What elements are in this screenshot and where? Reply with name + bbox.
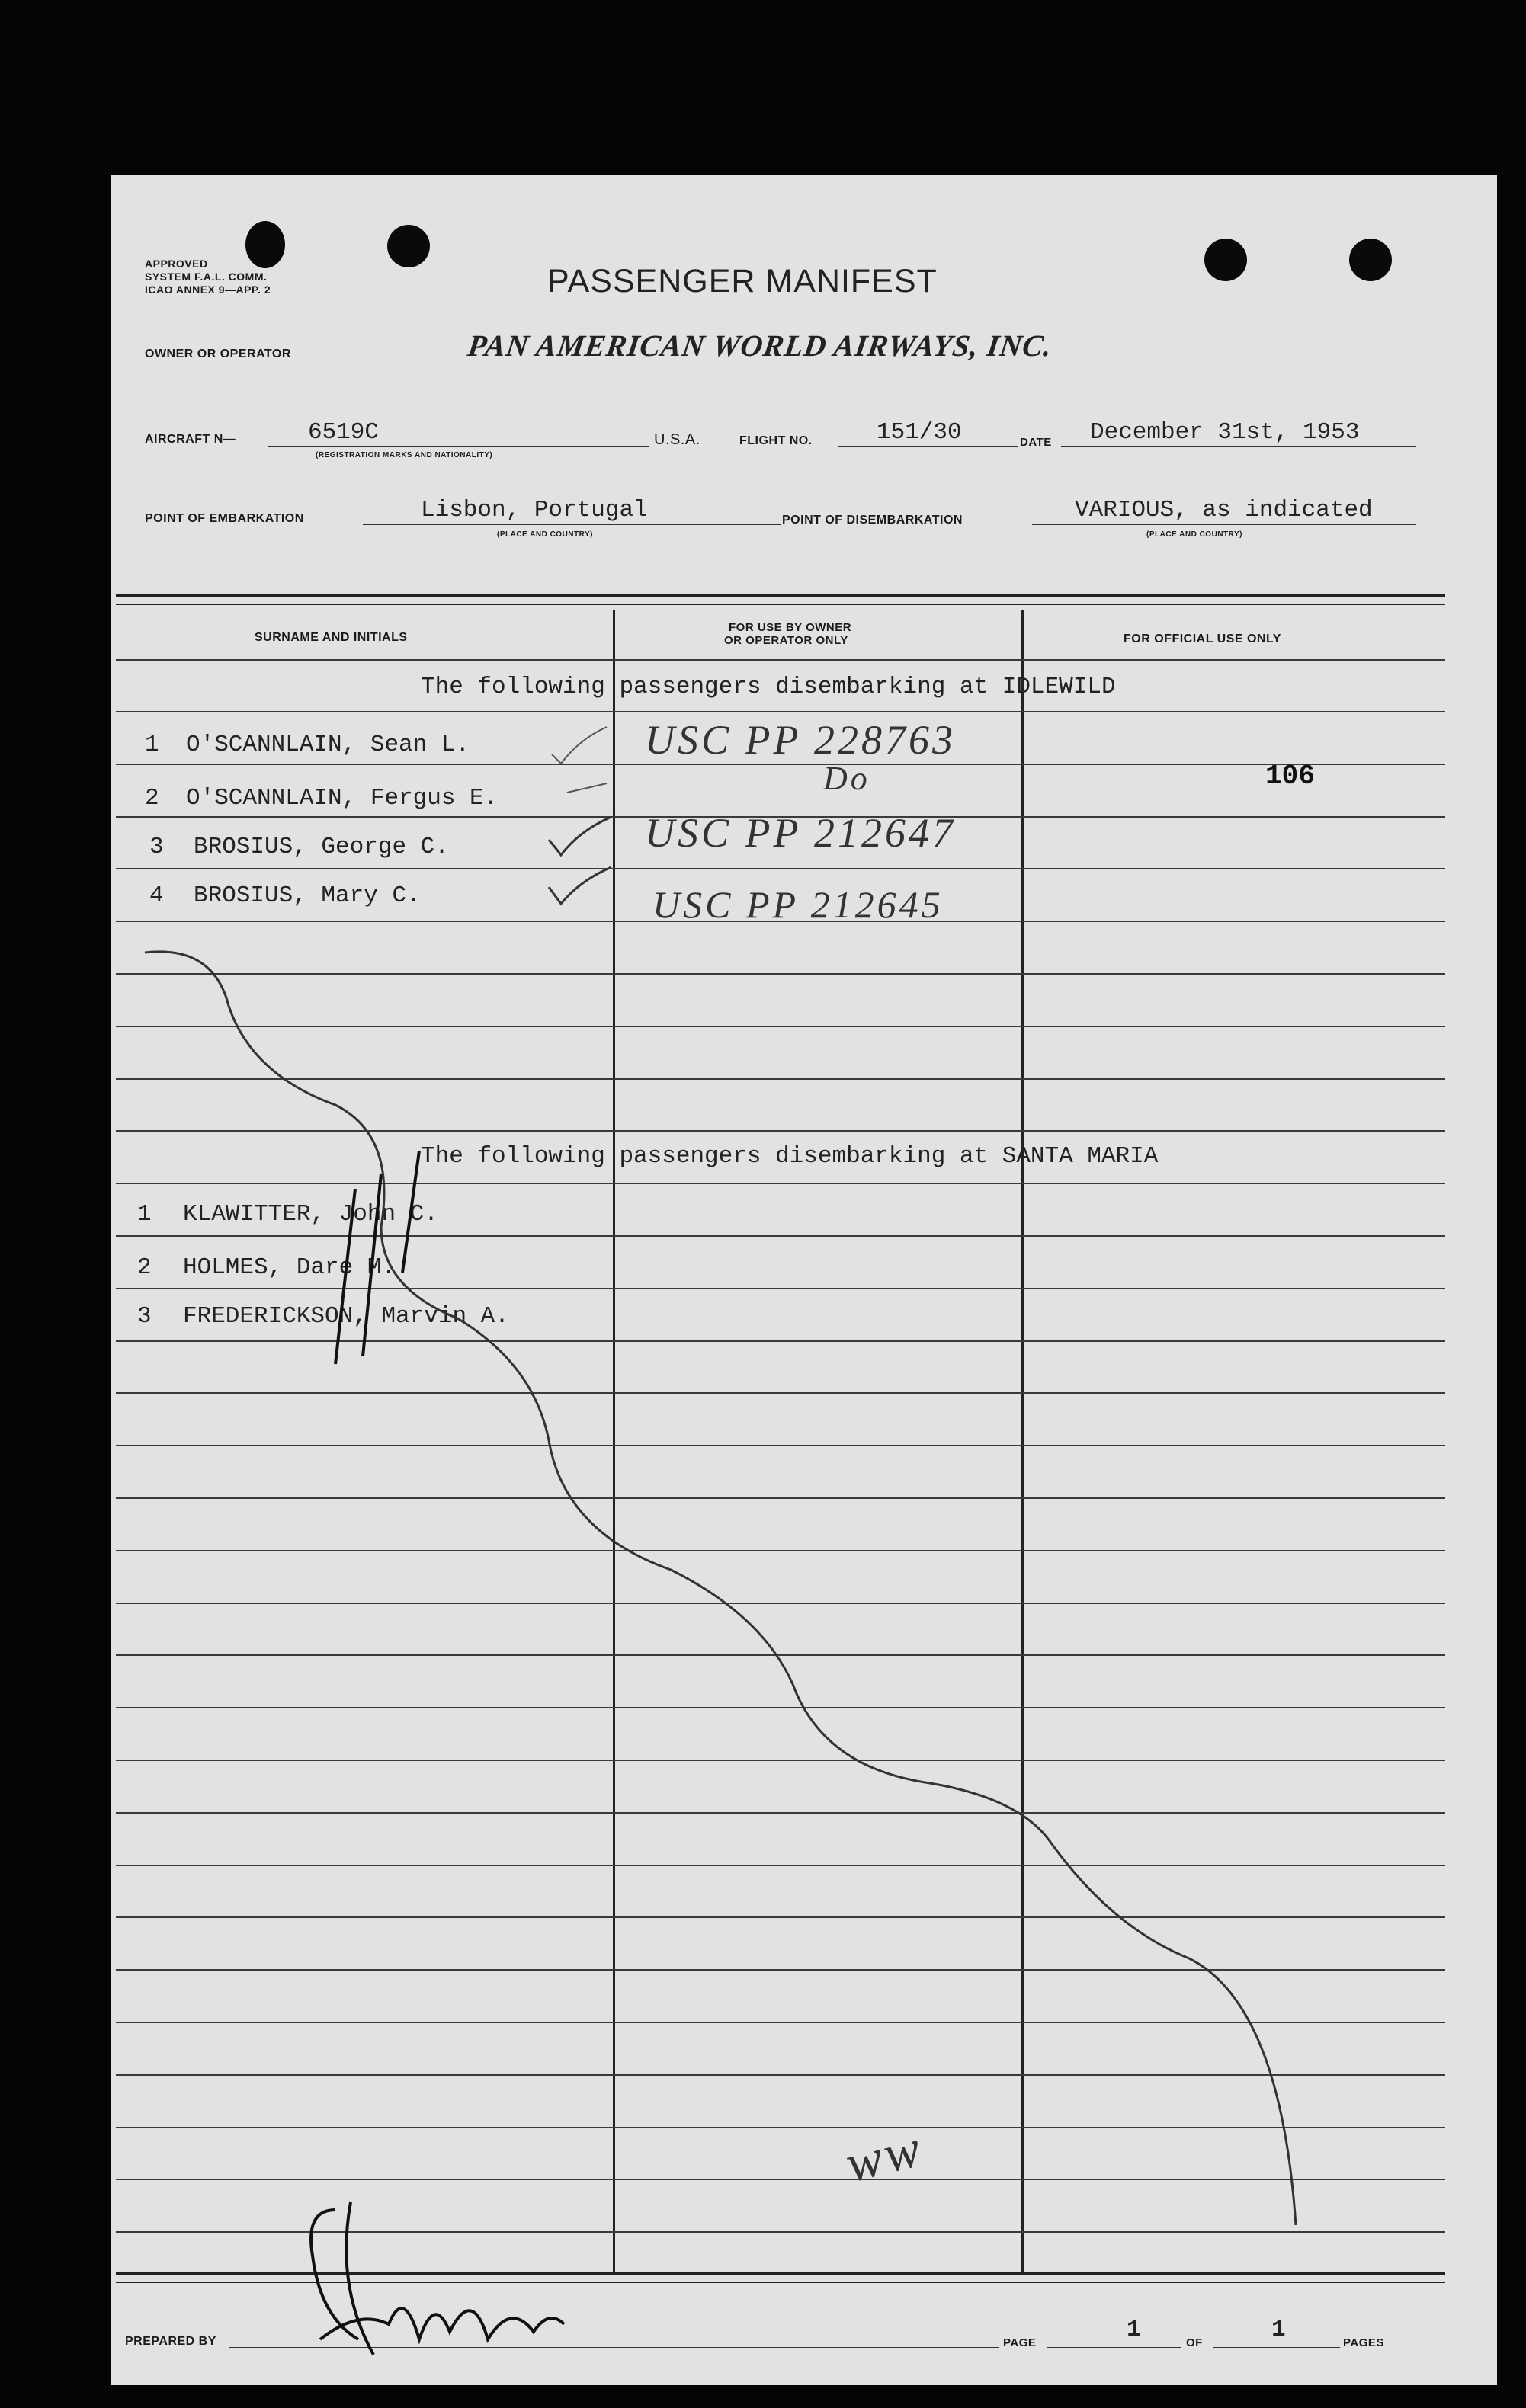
column-header-official: FOR OFFICIAL USE ONLY — [1124, 632, 1281, 645]
pages-label: PAGES — [1343, 2336, 1384, 2349]
owner-note: USC PP 212647 — [645, 810, 957, 856]
owner-label: OWNER OR OPERATOR — [145, 347, 291, 360]
passenger-name: BROSIUS, George C. — [194, 834, 449, 860]
passenger-name: O'SCANNLAIN, Fergus E. — [186, 785, 499, 812]
column-header-owner-2: OR OPERATOR ONLY — [724, 634, 848, 647]
passenger-number: 2 — [145, 785, 159, 812]
column-header-owner-1: FOR USE BY OWNER — [729, 621, 852, 634]
disembarkation-value: VARIOUS, as indicated — [1075, 497, 1373, 524]
of-label: OF — [1186, 2336, 1203, 2349]
company-name: PAN AMERICAN WORLD AIRWAYS, INC. — [465, 328, 1055, 363]
passenger-name: KLAWITTER, John C. — [183, 1201, 438, 1228]
embarkation-caption: (PLACE AND COUNTRY) — [497, 530, 593, 539]
passenger-name: BROSIUS, Mary C. — [194, 882, 421, 909]
group-heading-idlewild: The following passengers disembarking at IDLEWILD — [421, 674, 1116, 700]
passenger-name: O'SCANNLAIN, Sean L. — [186, 732, 470, 758]
embarkation-value: Lisbon, Portugal — [421, 497, 648, 524]
check-mark-icon — [546, 814, 614, 860]
passenger-number: 2 — [137, 1254, 152, 1281]
date-label: DATE — [1020, 436, 1052, 449]
group-heading-santa-maria: The following passengers disembarking at SANTA MARIA — [421, 1143, 1159, 1170]
page-number: 1 — [1127, 2317, 1141, 2343]
owner-note: USC PP 228763 — [645, 717, 957, 763]
ruled-line — [116, 764, 1445, 765]
aircraft-label: AIRCRAFT N— — [145, 433, 236, 446]
ruled-line — [116, 868, 1445, 869]
check-mark-icon — [546, 864, 614, 910]
official-note: 106 — [1265, 761, 1315, 792]
page-title: PASSENGER MANIFEST — [547, 263, 938, 299]
page-underline — [1047, 2347, 1181, 2348]
passenger-number: 3 — [149, 834, 164, 860]
punch-hole-right — [1204, 239, 1247, 281]
punch-hole-right-2 — [1349, 239, 1392, 281]
wavy-cancel-line — [137, 937, 1326, 2233]
passenger-name: HOLMES, Dare M. — [183, 1254, 396, 1281]
embarkation-label: POINT OF EMBARKATION — [145, 512, 304, 525]
embarkation-underline — [363, 524, 781, 525]
passenger-number: 1 — [137, 1201, 152, 1228]
passenger-number: 4 — [149, 882, 164, 909]
disembarkation-underline — [1032, 524, 1416, 525]
signature — [290, 2195, 579, 2370]
table-top-rule — [116, 594, 1445, 597]
passenger-number: 3 — [137, 1303, 152, 1330]
prepared-by-label: PREPARED BY — [125, 2335, 216, 2348]
registration-caption: (REGISTRATION MARKS AND NATIONALITY) — [316, 451, 493, 460]
approval-line-3: ICAO ANNEX 9—APP. 2 — [145, 283, 271, 296]
total-pages: 1 — [1271, 2317, 1286, 2343]
approval-line-2: SYSTEM F.A.L. COMM. — [145, 271, 268, 283]
dash-mark-icon — [564, 777, 610, 808]
punch-hole-left-2 — [245, 221, 285, 268]
date-value: December 31st, 1953 — [1090, 419, 1360, 446]
passenger-number: 1 — [145, 732, 159, 758]
disembarkation-label: POINT OF DISEMBARKATION — [782, 514, 963, 527]
column-header-surname: SURNAME AND INITIALS — [255, 631, 408, 644]
pages-underline — [1213, 2347, 1340, 2348]
owner-note: Do — [823, 760, 870, 797]
flight-underline — [838, 446, 1018, 447]
aircraft-value: 6519C — [308, 419, 380, 446]
owner-note: USC PP 212645 — [652, 883, 944, 926]
check-mark-icon — [549, 724, 610, 770]
table-top-rule-2 — [116, 604, 1445, 605]
usa-label: U.S.A. — [654, 431, 700, 448]
approval-line-1: APPROVED — [145, 258, 208, 270]
disembarkation-caption: (PLACE AND COUNTRY) — [1146, 530, 1242, 539]
aircraft-underline — [268, 446, 649, 447]
flight-label: FLIGHT NO. — [739, 434, 813, 447]
initials: ww — [840, 2118, 930, 2195]
ruled-line — [116, 711, 1445, 712]
passenger-name: FREDERICKSON, Marvin A. — [183, 1303, 509, 1330]
punch-hole-left — [387, 225, 430, 267]
date-underline — [1061, 446, 1416, 447]
flight-value: 151/30 — [877, 419, 962, 446]
header-rule — [116, 659, 1445, 661]
page-label: PAGE — [1003, 2336, 1037, 2349]
